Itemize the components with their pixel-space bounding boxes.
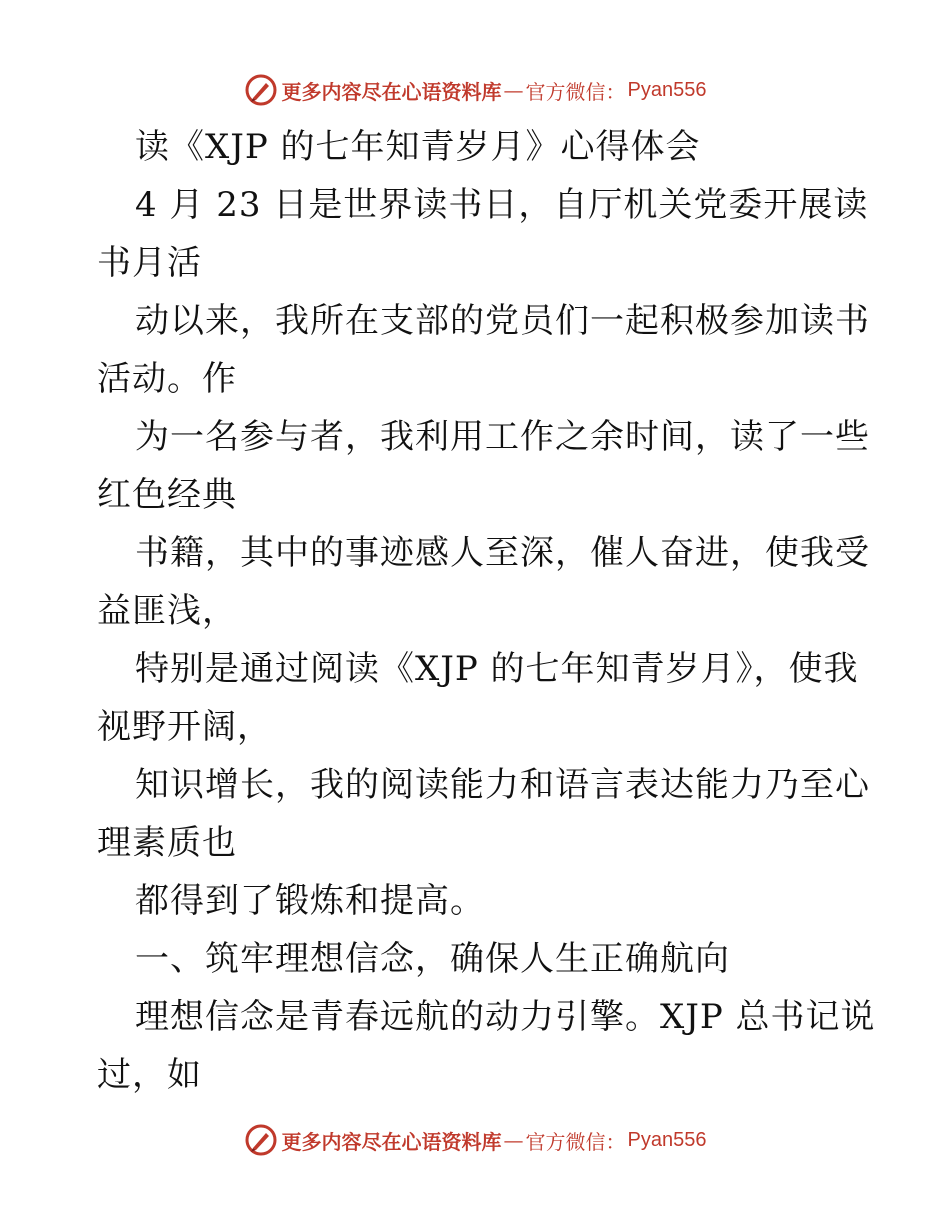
banner-dash: — (503, 1128, 524, 1152)
banner-wechat-id: Pyan556 (627, 1128, 707, 1151)
header-banner (0, 70, 950, 110)
text-line: 益匪浅， (97, 591, 237, 631)
footer-banner (0, 1120, 950, 1160)
banner-title: 更多内容尽在心语资料库 (281, 1129, 502, 1154)
text-line: 特别是通过阅读《XJP 的七年知青岁月》，使我 (135, 649, 859, 689)
text-line: 过，如 (97, 1055, 202, 1095)
banner-dash: — (503, 78, 524, 102)
text-line: 都得到了锻炼和提高。 (135, 881, 485, 921)
text-line: 知识增长，我的阅读能力和语言表达能力乃至心 (135, 765, 870, 805)
banner-title: 更多内容尽在心语资料库 (281, 79, 502, 104)
text-line: 红色经典 (97, 475, 237, 515)
text-line: 书月活 (97, 243, 202, 283)
text-line: 为一名参与者，我利用工作之余时间，读了一些 (135, 417, 870, 457)
text-line: 理素质也 (97, 823, 237, 863)
text-line: 书籍，其中的事迹感人至深，催人奋进，使我受 (135, 533, 870, 573)
banner-wechat-id: Pyan556 (627, 78, 707, 101)
text-line: 一、筑牢理想信念，确保人生正确航向 (135, 939, 730, 979)
pen-logo-icon (244, 1123, 278, 1157)
banner-wechat-label: 官方微信： (525, 1129, 626, 1154)
text-line: 活动。作 (97, 359, 237, 399)
text-line: 视野开阔， (97, 707, 272, 747)
text-line: 动以来，我所在支部的党员们一起积极参加读书 (135, 301, 870, 341)
document-body (97, 118, 876, 1104)
text-line: 4 月 23 日是世界读书日，自厅机关党委开展读 (135, 185, 869, 225)
document-title: 读《XJP 的七年知青岁月》心得体会 (135, 127, 701, 167)
pen-logo-icon (244, 73, 278, 107)
banner-wechat-label: 官方微信： (525, 79, 626, 104)
text-line: 理想信念是青春远航的动力引擎。XJP 总书记说 (135, 997, 876, 1037)
